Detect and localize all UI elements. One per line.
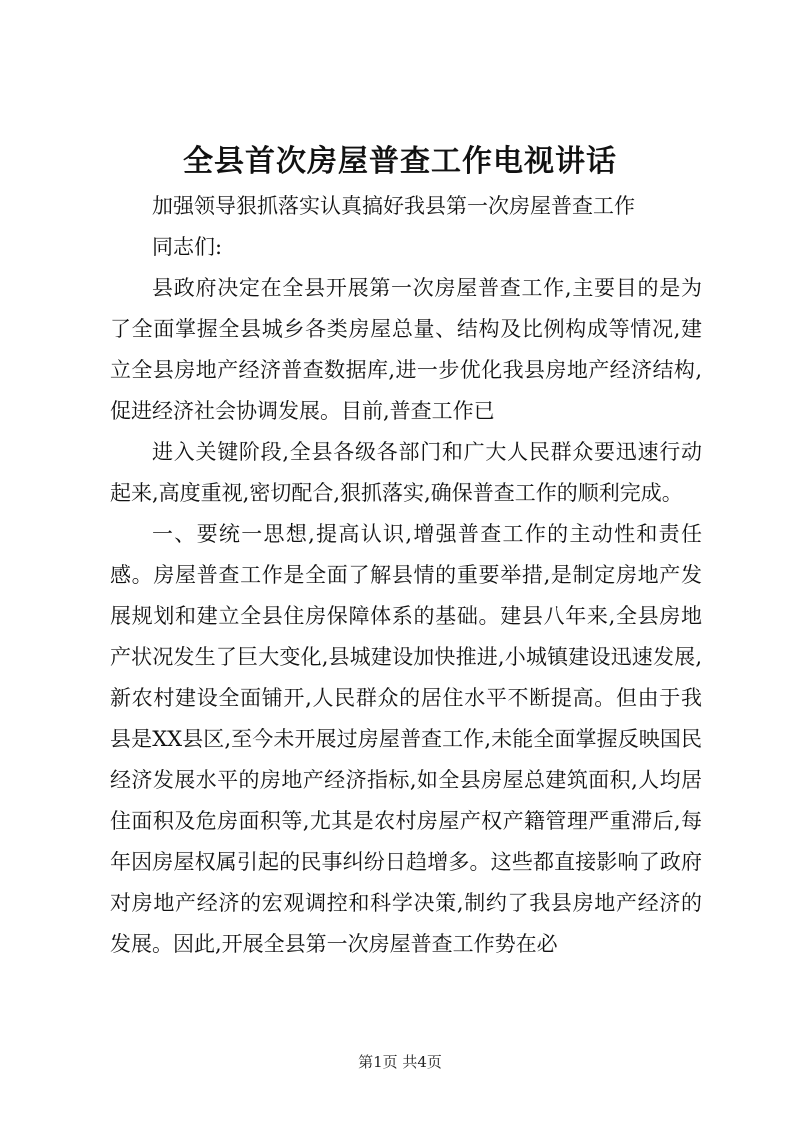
salutation: 同志们: [152, 235, 223, 259]
document-subtitle: 加强领导狠抓落实认真搞好我县第一次房屋普查工作 [152, 194, 635, 218]
document-body [110, 186, 702, 965]
page-footer: 第1页 共4页 [358, 1053, 442, 1071]
document-title: 全县首次房屋普查工作电视讲话 [183, 144, 617, 179]
paragraph: 县政府决定在全县开展第一次房屋普查工作,主要目的是为了全面掌握全县城乡各类房屋总量、结构及比例构成等情况,建立全县房地产经济普查数据库,进一步优化我县房地产经济结构,促进经济社会协调发展。目前,普查工作已 [110, 276, 702, 423]
paragraph: 进入关键阶段,全县各级各部门和广大人民群众要迅速行动起来,高度重视,密切配合,狠抓落实,确保普查工作的顺利完成。 [110, 440, 702, 505]
paragraph: 一、要统一思想,提高认识,增强普查工作的主动性和责任感。房屋普查工作是全面了解县情的重要举措,是制定房地产发展规划和建立全县住房保障体系的基础。建县八年来,全县房地产状况发生了巨大变化,县城建设加快推进,小城镇建设迅速发展,新农村建设全面铺开,人民群众的居住水平不断提高。但由于我县是XX县区,至今未开展过房屋普查工作,未能全面掌握反映国民经济发展水平的房地产经济指标,如全县房屋总建筑面积,人均居住面积及危房面积等,尤其是农村房屋产权产籍管理严重滞后,每年因房屋权属引起的民事纠纷日趋增多。这些都直接影响了政府对房地产经济的宏观调控和科学决策,制约了我县房地产经济的发展。因此,开展全县第一次房屋普查工作势在必 [110, 522, 702, 956]
